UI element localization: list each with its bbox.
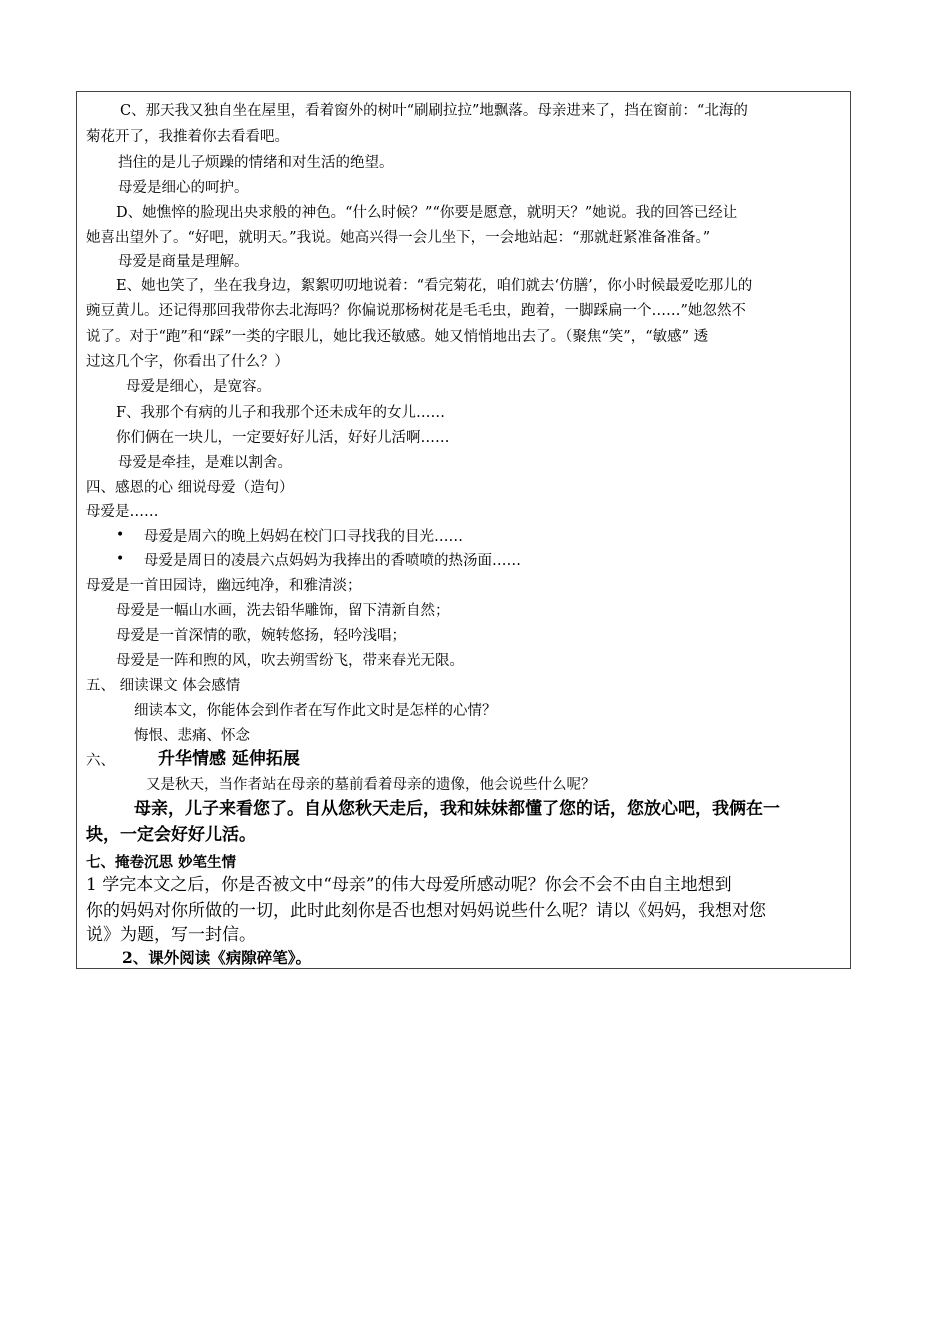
bullet-marker: •	[116, 527, 125, 543]
text-line: 说》为题，写一封信。	[86, 925, 256, 945]
text-line: 母爱是商量是理解。	[118, 254, 249, 270]
text-line: E、她也笑了，坐在我身边，絮絮叨叨地说着：“看完菊花，咱们就去‘仿膳’，你小时候最爱吃那儿的	[116, 278, 753, 294]
text-line: 又是秋天，当作者站在母亲的墓前看着母亲的遗像，他会说些什么呢？	[146, 777, 596, 793]
text-line: D、她憔悴的脸现出央求般的神色。“什么时候？”“你要是愿意，就明天？”她说。我的回答已经让	[116, 205, 738, 221]
text-line: 悔恨、悲痛、怀念	[134, 728, 250, 744]
text-line: 挡住的是儿子烦躁的情绪和对生活的绝望。	[118, 155, 394, 171]
text-line: 母亲，儿子来看您了。自从您秋天走后，我和妹妹都懂了您的话，您放心吧，我俩在一	[134, 799, 780, 819]
text-line: 母爱是一幅山水画，洗去铅华雕饰，留下清新自然；	[116, 603, 450, 619]
text-line: 说了。对于“跑”和“踩”一类的字眼儿，她比我还敏感。她又悄悄地出去了。（聚焦“笑”，“敏感” 透	[86, 329, 709, 345]
bullet-marker: •	[116, 551, 125, 567]
text-line: 母爱是一首田园诗，幽远纯净，和雅清淡；	[86, 578, 362, 594]
section-heading: 升华情感 延伸拓展	[158, 749, 300, 769]
text-line: 1 学完本文之后，你是否被文中“母亲”的伟大母爱所感动呢？你会不会不由自主地想到	[86, 875, 732, 895]
text-line: 过这几个字，你看出了什么？）	[86, 354, 289, 370]
text-line: 母爱是牵挂，是难以割舍。	[118, 455, 292, 471]
text-line: 母爱是细心的呵护。	[118, 180, 249, 196]
text-line: 块，一定会好好儿活。	[86, 825, 256, 845]
text-line: 母爱是细心，是宽容。	[126, 379, 271, 395]
text-line: 母爱是一首深情的歌，婉转悠扬，轻吟浅唱；	[116, 628, 406, 644]
text-line: 细读本文，你能体会到作者在写作此文时是怎样的心情？	[134, 703, 497, 719]
text-line: 2、课外阅读《病隙碎笔》。	[122, 948, 312, 967]
section-heading: 五、 细读课文 体会感情	[86, 678, 241, 694]
text-line: 母爱是一阵和煦的风，吹去朔雪纷飞，带来春光无限。	[116, 653, 464, 669]
text-line: 母爱是……	[86, 504, 159, 520]
text-line: 她喜出望外了。“好吧，就明天。”我说。她高兴得一会儿坐下，一会地站起：“那就赶紧准备准备。”	[86, 230, 711, 246]
text-line: 你们俩在一块儿，一定要好好儿活，好好儿活啊……	[116, 430, 450, 446]
text-line: 你的妈妈对你所做的一切，此时此刻你是否也想对妈妈说些什么呢？请以《妈妈，我想对您	[86, 901, 766, 921]
section-number: 六、	[86, 753, 115, 769]
section-heading: 四、感恩的心 细说母爱（造句）	[86, 480, 294, 496]
text-line: 豌豆黄儿。还记得那回我带你去北海吗？你偏说那杨树花是毛毛虫，跑着，一脚踩扁一个……”她忽然不	[86, 303, 746, 319]
list-item: 母爱是周六的晚上妈妈在校门口寻找我的目光……	[144, 529, 463, 545]
list-item: 母爱是周日的凌晨六点妈妈为我捧出的香喷喷的热汤面……	[144, 553, 521, 569]
section-heading: 七、掩卷沉思 妙笔生情	[86, 854, 237, 871]
text-line: C、那天我又独自坐在屋里，看着窗外的树叶“刷刷拉拉”地飘落。母亲进来了，挡在窗前：“北海的	[120, 103, 748, 119]
text-line: 菊花开了，我推着你去看看吧。	[86, 129, 289, 145]
text-line: F、我那个有病的儿子和我那个还未成年的女儿……	[116, 405, 446, 421]
